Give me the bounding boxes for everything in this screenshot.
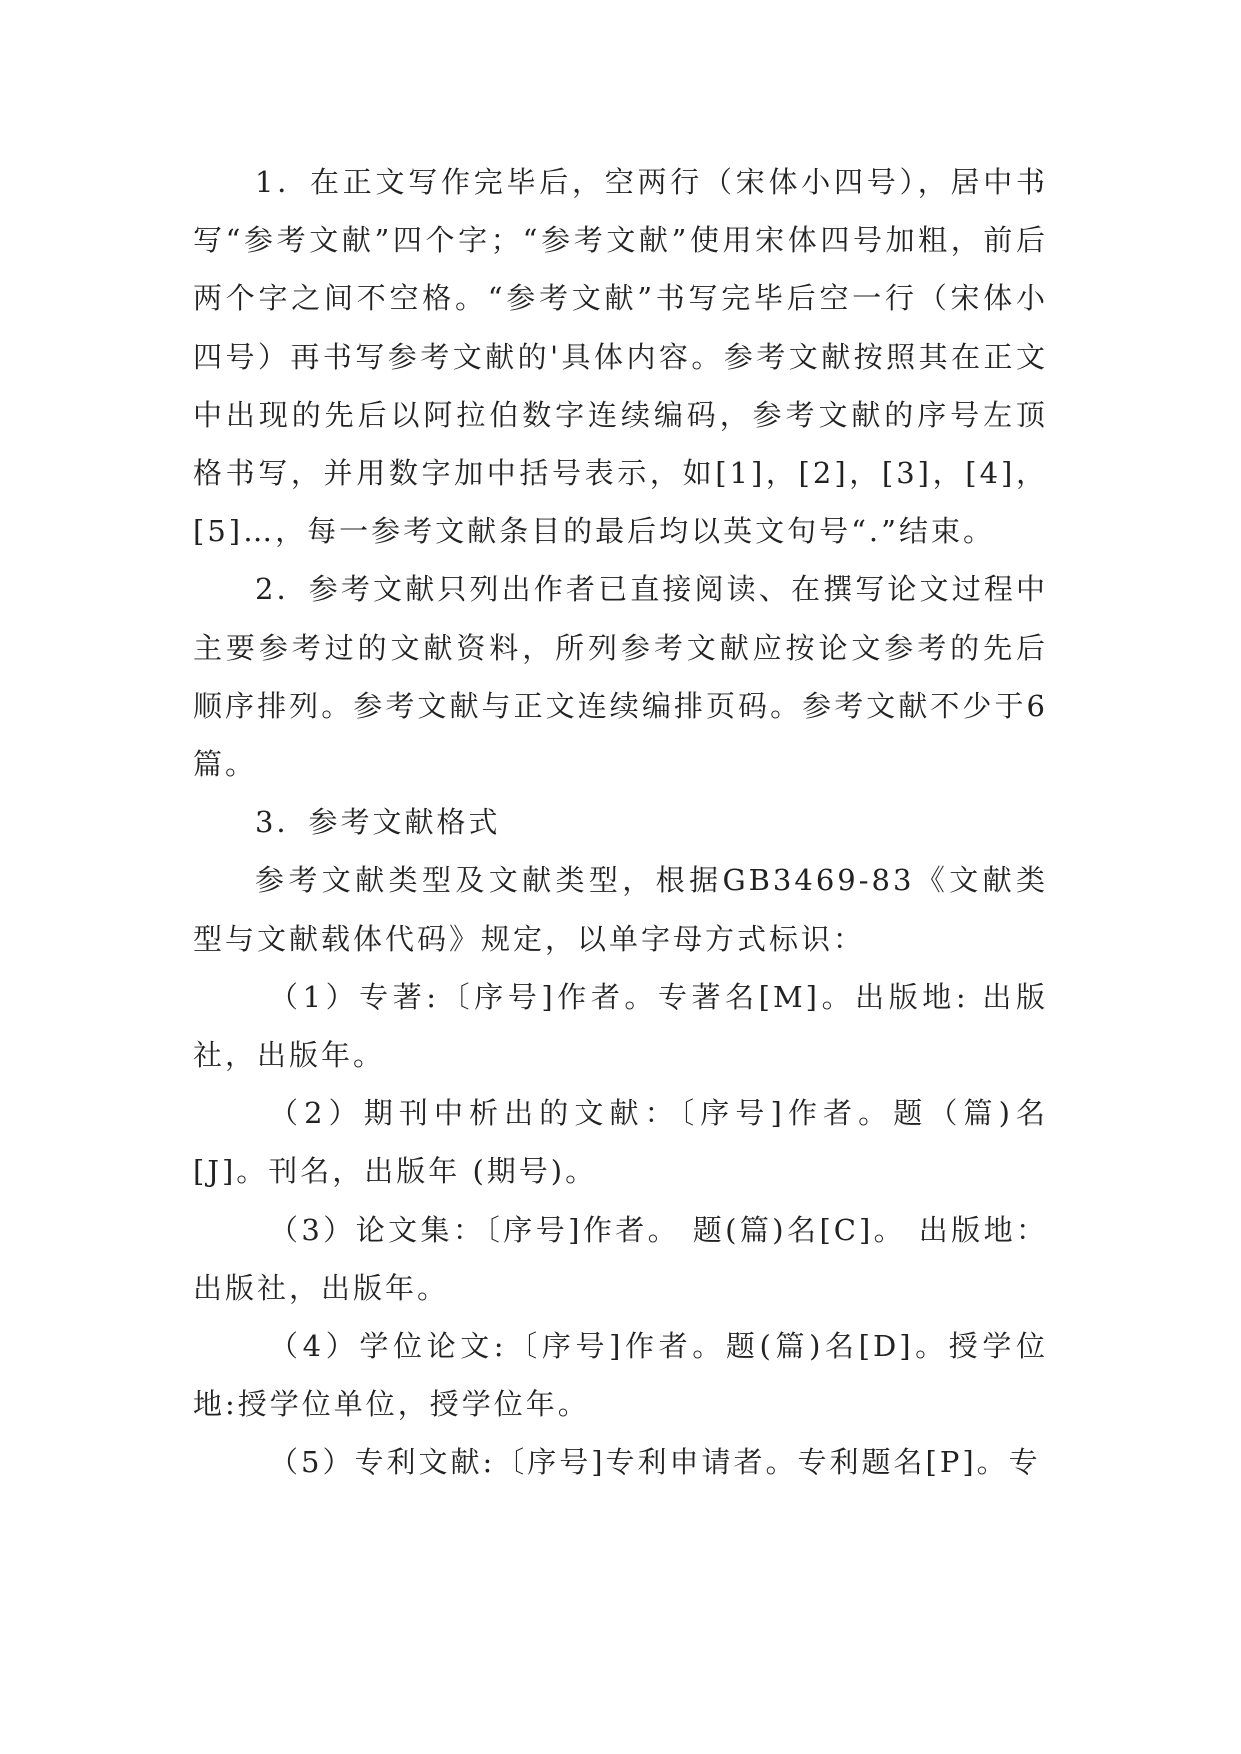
paragraph-reference-scope: 2．参考文献只列出作者已直接阅读、在撰写论文过程中主要参考过的文献资料，所列参考文献应按论文参考的先后顺序排列。参考文献与正文连续编排页码。参考文献不少于6篇。 [193,572,1048,782]
paragraph-format-dissertation: （4）学位论文:〔序号]作者。题(篇)名[D]。授学位地:授学位单位，授学位年。 [193,1329,1048,1422]
paragraph-format-journal: （2）期刊中析出的文献：〔序号]作者。题（篇)名[J]。刊名，出版年 (期号)。 [193,1096,1048,1189]
document-page [193,153,1048,1492]
paragraph-reference-heading-rules: 1．在正文写作完毕后，空两行（宋体小四号），居中书写“参考文献”四个字；“参考文献”使用宋体四号加粗，前后两个字之间不空格。“参考文献”书写完毕后空一行（宋体小四号）再书写参考文献的'具体内容。参考文献按照其在正文中出现的先后以阿拉伯数字连续编码，参考文献的序号左顶格书写，并用数字加中括号表示，如[1]，[2]，[3]，[4]，[5]…，每一参考文献条目的最后均以英文句号“.”结束。 [193,165,1048,549]
paragraph-reference-type-intro: 参考文献类型及文献类型，根据GB3469-83《文献类型与文献载体代码》规定，以单字母方式标识： [193,863,1048,956]
paragraph-format-patent: （5）专利文献:〔序号]专利申请者。专利题名[P]。专 [269,1445,1041,1480]
paragraph-reference-format-heading: 3．参考文献格式 [255,805,501,840]
paragraph-format-monograph: （1）专著:〔序号]作者。专著名[M]。出版地: 出版社，出版年。 [193,979,1048,1073]
paragraph-format-proceedings: （3）论文集：〔序号]作者。 题(篇)名[C]。 出版地：出版社，出版年。 [193,1212,1048,1305]
